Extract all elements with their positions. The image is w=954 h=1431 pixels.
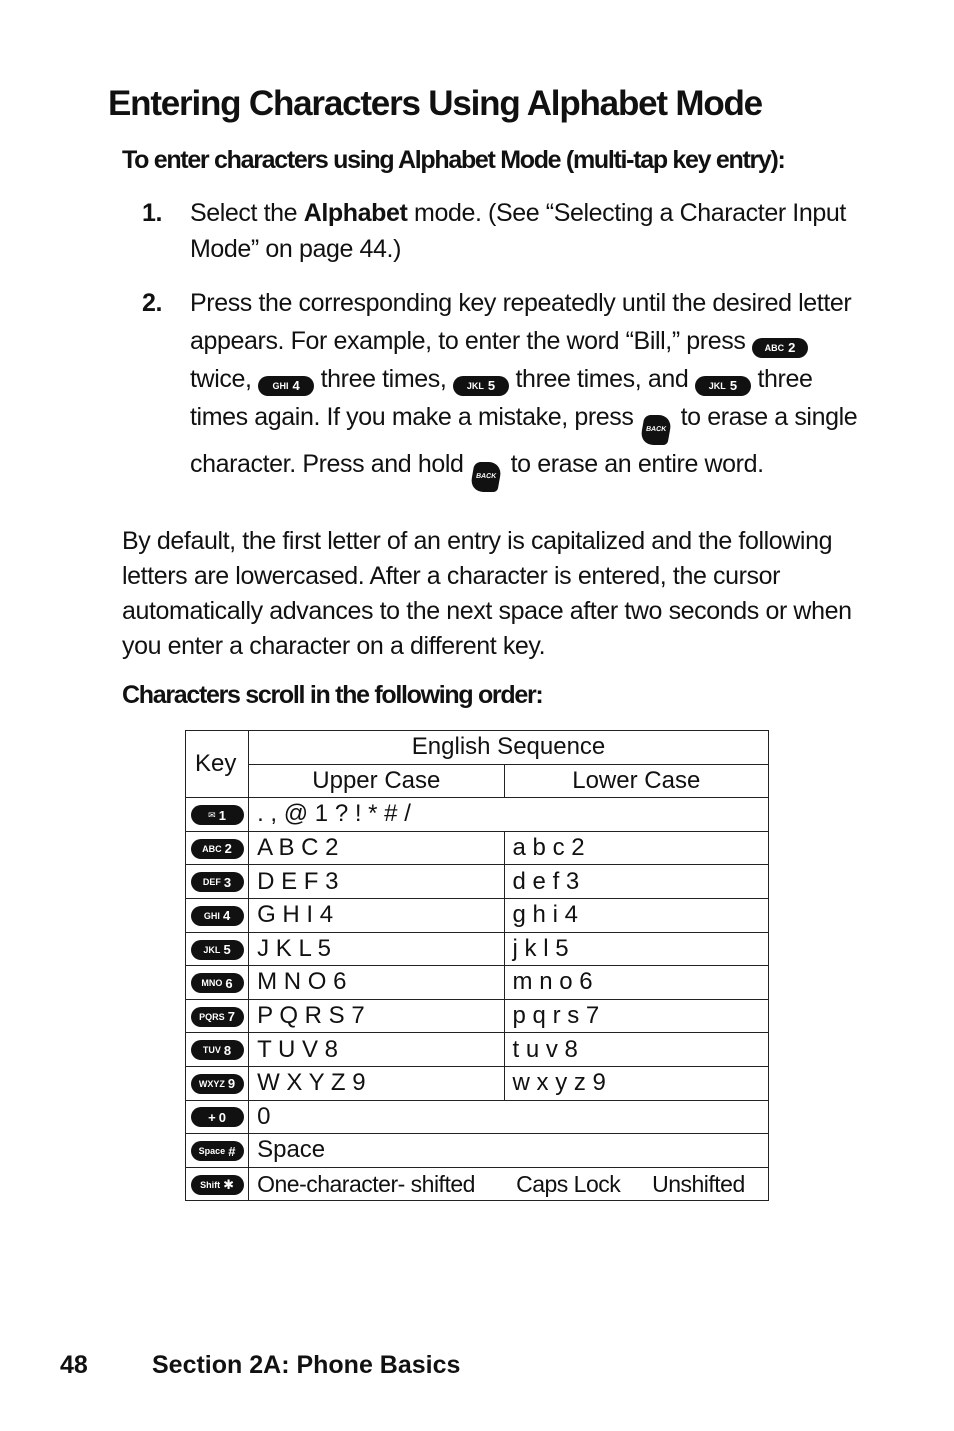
- table-header-row: [186, 731, 769, 765]
- key-cell: [186, 999, 249, 1033]
- key-cell: [186, 966, 249, 1000]
- upper-case-cell: T U V 8: [249, 1033, 504, 1067]
- table-row: [186, 1134, 769, 1168]
- lower-case-cell: w x y z 9: [504, 1066, 768, 1100]
- table-row: [186, 999, 769, 1033]
- step-text: Press the corresponding key repeatedly until the desired letter appears. For example, to enter the word “Bill,” press ABC 2 twice, GHI 4 three times, JKL 5 three times, and JKL 5 three times again. If you make a mistake, press BACK to erase a single character. Press and hold BACK to erase an entire word.: [190, 284, 862, 492]
- table-row: [186, 798, 769, 832]
- lower-case-cell: p q r s 7: [504, 999, 768, 1033]
- upper-case-cell: J K L 5: [249, 932, 504, 966]
- capitalization-paragraph: By default, the first letter of an entry is capitalized and the following letters are lowercased. After a character is entered, the cursor automatically advances to the next space after two seconds or when you enter a character on a different key.: [122, 527, 852, 660]
- step-1: [142, 195, 862, 267]
- table-row: [186, 966, 769, 1000]
- key-cell: [186, 932, 249, 966]
- alphabet-mode-label: Alphabet: [303, 199, 408, 227]
- page-title: Entering Characters Using Alphabet Mode: [108, 84, 762, 123]
- table-heading: Characters scroll in the following order:: [122, 681, 543, 709]
- upper-case-cell: D E F 3: [249, 865, 504, 899]
- key-4-icon: GHI 4: [258, 376, 314, 396]
- key-8-icon: TUV 8: [191, 1040, 244, 1060]
- sequence-cell: . , @ 1 ? ! * # /: [249, 798, 769, 832]
- key-5-icon: JKL 5: [191, 940, 244, 960]
- step-text: Select the Alphabet mode. (See “Selecting a Character Input Mode” on page 44.): [190, 199, 846, 263]
- shift-mode-caps-lock: Caps Lock: [516, 1170, 621, 1197]
- key-cell: [186, 865, 249, 899]
- lower-case-cell: d e f 3: [504, 865, 768, 899]
- key-space-icon: Space #: [191, 1141, 244, 1161]
- key-cell: [186, 1167, 249, 1201]
- table-row: [186, 865, 769, 899]
- upper-case-cell: W X Y Z 9: [249, 1066, 504, 1100]
- step-2: [142, 284, 862, 492]
- lower-case-header: Lower Case: [504, 764, 768, 798]
- key-4-icon: GHI 4: [191, 906, 244, 926]
- key-cell: [186, 1134, 249, 1168]
- key-cell: [186, 831, 249, 865]
- shift-modes-cell: [249, 1167, 769, 1201]
- key-3-icon: DEF 3: [191, 872, 244, 892]
- table-row: [186, 1100, 769, 1134]
- page-number: 48: [60, 1351, 88, 1379]
- key-5-icon: JKL 5: [453, 376, 509, 396]
- sequence-cell: 0: [249, 1100, 769, 1134]
- upper-case-cell: P Q R S 7: [249, 999, 504, 1033]
- sequence-cell: Space: [249, 1134, 769, 1168]
- table-row: [186, 831, 769, 865]
- step-number: 1.: [142, 199, 163, 227]
- lower-case-cell: m n o 6: [504, 966, 768, 1000]
- table-row: [186, 1033, 769, 1067]
- lower-case-cell: j k l 5: [504, 932, 768, 966]
- english-sequence-header: English Sequence: [249, 731, 769, 765]
- character-order-table: [185, 730, 769, 1201]
- upper-case-cell: G H I 4: [249, 898, 504, 932]
- key-cell: [186, 1100, 249, 1134]
- back-key-icon: BACK: [639, 415, 672, 445]
- upper-case-header: Upper Case: [249, 764, 504, 798]
- table-row: [186, 1066, 769, 1100]
- upper-case-cell: A B C 2: [249, 831, 504, 865]
- key-shift-icon: Shift ✱: [191, 1175, 244, 1195]
- key-cell: [186, 898, 249, 932]
- key-5-icon: JKL 5: [695, 376, 751, 396]
- key-2-icon: ABC 2: [752, 338, 808, 358]
- key-1-icon: ✉ 1: [191, 805, 244, 825]
- step-number: 2.: [142, 289, 163, 317]
- upper-case-cell: M N O 6: [249, 966, 504, 1000]
- table-row: [186, 932, 769, 966]
- key-cell: [186, 798, 249, 832]
- lower-case-cell: a b c 2: [504, 831, 768, 865]
- key-cell: [186, 1066, 249, 1100]
- key-9-icon: WXYZ 9: [191, 1074, 244, 1094]
- back-key-icon: BACK: [469, 462, 502, 492]
- table-row: [186, 1167, 769, 1201]
- table-subheader-row: [186, 764, 769, 798]
- shift-mode-unshifted: Unshifted: [652, 1170, 745, 1197]
- key-7-icon: PQRS 7: [191, 1007, 244, 1027]
- key-column-header: Key: [186, 731, 249, 798]
- table-row: [186, 898, 769, 932]
- procedure-heading: To enter characters using Alphabet Mode (multi-tap key entry):: [122, 146, 785, 174]
- key-0-icon: + 0: [191, 1107, 244, 1127]
- section-title: Section 2A: Phone Basics: [152, 1351, 461, 1379]
- lower-case-cell: t u v 8: [504, 1033, 768, 1067]
- shift-mode-one-character: One-character- shifted: [257, 1170, 475, 1197]
- key-2-icon: ABC 2: [191, 839, 244, 859]
- key-cell: [186, 1033, 249, 1067]
- lower-case-cell: g h i 4: [504, 898, 768, 932]
- key-6-icon: MNO 6: [191, 973, 244, 993]
